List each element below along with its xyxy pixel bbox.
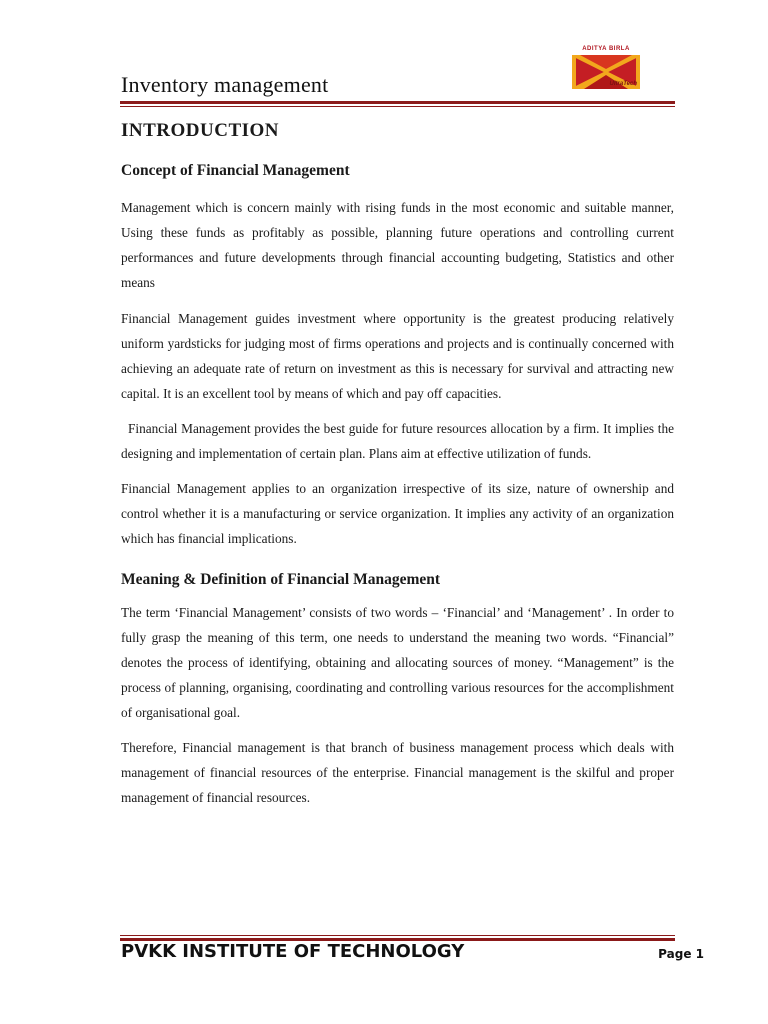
section-title: INTRODUCTION — [121, 120, 280, 141]
paragraph: Therefore, Financial management is that branch of business management process which deals with management of financial resources of the enterprise. Financial management is the skilful and proper management of financial resources. — [121, 740, 674, 805]
paragraph: The term ‘Financial Management’ consists of two words – ‘Financial’ and ‘Management’ . In order to fully grasp the meaning of this term, one needs to understand the meaning two words. “Financial” denotes the process of identifying, obtaining and allocating sources of money. “Management” is the process of planning, organising, coordinating and controlling various resources for the accomplishment of organisational goal. — [121, 605, 674, 720]
header-rule-thick — [120, 101, 675, 104]
paragraph: Financial Management guides investment where opportunity is the greatest producing relatively uniform yardsticks for judging most of firms operations and projects and is continually concerned with achieving an adequate rate of return on investment as this is necessary for survival and attracting new capital. It is an excellent tool by means of which and pay off capacities. — [121, 311, 674, 401]
logo-brand-text: ADITYA BIRLA — [582, 46, 630, 52]
logo-mark — [572, 55, 640, 89]
heading-meaning-definition: Meaning & Definition of Financial Management — [121, 571, 441, 588]
paragraph: Management which is concern mainly with rising funds in the most economic and suitable manner, Using these funds as profitably as possible, planning future operations and controlling current performances and future developments through financial accounting budgeting, Statistics and other means — [121, 200, 674, 290]
paragraph: Financial Management provides the best guide for future resources allocation by a firm. It implies the designing and implementation of certain plan. Plans aim at effective utilization of funds. — [121, 421, 674, 461]
header-rule-thin — [120, 106, 675, 107]
heading-concept: Concept of Financial Management — [121, 162, 350, 179]
header-title: Inventory management — [121, 72, 329, 97]
footer-institution: PVKK INSTITUTE OF TECHNOLOGY — [121, 941, 465, 962]
document-body — [121, 120, 674, 810]
footer-rule-thin — [120, 935, 675, 936]
paragraph: Financial Management applies to an organization irrespective of its size, nature of ownership and control whether it is a manufacturing or service organization. It implies any activity of an organization which has financial implications. — [121, 481, 674, 546]
logo-sub-text: UltraTech — [609, 81, 637, 87]
page-number: Page 1 — [658, 947, 704, 961]
company-logo — [570, 46, 642, 90]
